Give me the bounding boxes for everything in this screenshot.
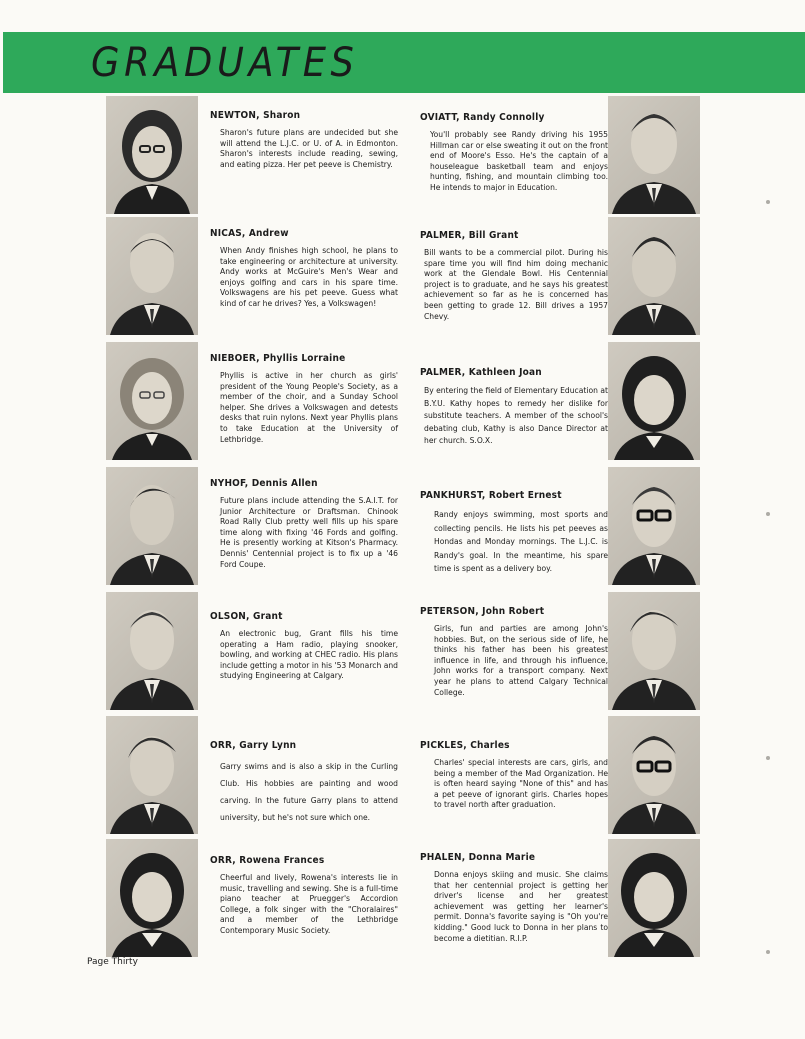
student-bio: Randy enjoys swimming, most sports and collecting pencils. He lists his pet peeves as Hondas and Monday mornings. The L.J.C. is Randy's goal. In the meantime, his spare time is spent as a delivery boy. bbox=[434, 510, 608, 573]
photo-olson-grant bbox=[106, 592, 198, 710]
photo-peterson-john bbox=[608, 592, 700, 710]
student-name: NICAS, Andrew bbox=[210, 228, 289, 239]
student-name: OVIATT, Randy Connolly bbox=[420, 112, 545, 123]
student-bio: You'll probably see Randy driving his 1955 Hillman car or else sweating it out on the front end of Moore's Esso. He's the captain of a houseleague basketball team and enjoys hunting, fishing, and mountain climbing too. He intends to major in Education. bbox=[430, 130, 608, 192]
student-bio: Donna enjoys skiing and music. She claims that her centennial project is getting her driver's license and her greatest achievement was getting her learner's permit. Donna's favorite saying is "Oh you're kidding." Good luck to Donna in her plans to become a dietitian. R.I.P. bbox=[434, 870, 608, 943]
student-name: PICKLES, Charles bbox=[420, 740, 510, 751]
student-bio: An electronic bug, Grant fills his time operating a Ham radio, playing snooker, bowling, and working at CHEC radio. His plans include getting a motor in his '53 Monarch and studying Engineering at Calgary. bbox=[220, 629, 398, 681]
student-name: NEWTON, Sharon bbox=[210, 110, 301, 121]
entry-olson-grant bbox=[210, 611, 398, 682]
student-name: OLSON, Grant bbox=[210, 611, 283, 622]
paper-speck bbox=[766, 756, 770, 760]
paper-speck bbox=[766, 512, 770, 516]
photo-oviatt-randy bbox=[608, 96, 700, 214]
photo-nyhof-dennis bbox=[106, 467, 198, 585]
entry-orr-rowena bbox=[210, 855, 398, 937]
student-bio: When Andy finishes high school, he plans to take engineering or architecture at university. Andy works at McGuire's Men's Wear and enjoys golfing and cars in his spare time. Volkswagens are his pet peeve. Guess what kind of car he drives? Yes, a Volkswagen! bbox=[220, 246, 398, 308]
entry-palmer-bill bbox=[420, 230, 608, 322]
photo-palmer-bill bbox=[608, 217, 700, 335]
student-bio: Sharon's future plans are undecided but she will attend the L.J.C. or U. of A. in Edmonton. Sharon's interests include reading, sewing, and eating pizza. Her pet peeve is Chemistry. bbox=[220, 128, 398, 169]
student-name: PHALEN, Donna Marie bbox=[420, 852, 536, 863]
student-bio: By entering the field of Elementary Education at B.Y.U. Kathy hopes to remedy her dislike for substitute teachers. A member of the school's debating club, Kathy is also Dance Director at her church. S.O.X. bbox=[424, 386, 608, 445]
entry-palmer-kathleen bbox=[420, 367, 608, 448]
header-banner bbox=[3, 32, 805, 93]
photo-pickles-charles bbox=[608, 716, 700, 834]
entry-nieboer-phyllis bbox=[210, 353, 398, 445]
student-bio: Charles' special interests are cars, girls, and being a member of the Mad Organization. He is often heard saying "None of this" and has a pet peeve of ignorant girls. Charles hopes to travel north after graduation. bbox=[434, 758, 608, 810]
photo-orr-rowena bbox=[106, 839, 198, 957]
page-title: GRADUATES bbox=[91, 40, 359, 86]
student-name: NIEBOER, Phyllis Lorraine bbox=[210, 353, 346, 364]
photo-pankhurst-robert bbox=[608, 467, 700, 585]
student-name: PETERSON, John Robert bbox=[420, 606, 545, 617]
student-bio: Phyllis is active in her church as girls' president of the Young People's Society, as a member of the choir, and a Sunday School helper. She drives a Volkswagen and detests desks that ruin nylons. Next year Phyllis plans to take Education at the University of Lethbridge. bbox=[220, 371, 398, 444]
student-bio: Bill wants to be a commercial pilot. During his spare time you will find him doing mechanic work at the Glendale Bowl. His Centennial project is to graduate, and he says his greatest achievement so far as he is concerned has been getting to grade 12. Bill drives a 1957 Chevy. bbox=[424, 248, 608, 321]
student-name: PALMER, Kathleen Joan bbox=[420, 367, 542, 378]
student-bio: Future plans include attending the S.A.I.T. for Junior Architecture or Draftsman. Chinook Road Rally Club pretty well fills up his spare time along with fixing '46 Fords and golfing. He is presently working at Kitson's Pharmacy. Dennis' Centennial project is to fix up a '46 Ford Coupe. bbox=[220, 496, 398, 569]
student-name: PALMER, Bill Grant bbox=[420, 230, 519, 241]
entry-pankhurst-robert bbox=[420, 490, 608, 576]
photo-phalen-donna bbox=[608, 839, 700, 957]
page-number: Page Thirty bbox=[87, 957, 138, 967]
entry-nicas-andrew bbox=[210, 228, 398, 310]
paper-speck bbox=[766, 200, 770, 204]
entry-phalen-donna bbox=[420, 852, 608, 944]
student-name: ORR, Rowena Frances bbox=[210, 855, 325, 866]
paper-speck bbox=[766, 950, 770, 954]
student-bio: Cheerful and lively, Rowena's interests lie in music, travelling and sewing. She is a full-time piano teacher at Pruegger's Accordion College, a folk singer with the "Choralaires" and a member of the Lethbridge Contemporary Music Society. bbox=[220, 873, 398, 935]
student-name: PANKHURST, Robert Ernest bbox=[420, 490, 562, 501]
entry-peterson-john bbox=[420, 606, 608, 698]
photo-palmer-kathleen bbox=[608, 342, 700, 460]
entry-orr-garry bbox=[210, 740, 398, 826]
student-bio: Garry swims and is also a skip in the Curling Club. His hobbies are painting and wood carving. In the future Garry plans to attend university, but he's not sure which one. bbox=[220, 762, 398, 822]
photo-orr-garry bbox=[106, 716, 198, 834]
student-bio: Girls, fun and parties are among John's hobbies. But, on the serious side of life, he thinks his father has been his greatest influence in life, and through his influence, John works for a transport company. Next year he plans to attend Calgary Technical College. bbox=[434, 624, 608, 697]
student-name: ORR, Garry Lynn bbox=[210, 740, 297, 751]
photo-newton-sharon bbox=[106, 96, 198, 214]
entry-oviatt-randy bbox=[420, 112, 608, 194]
entry-nyhof-dennis bbox=[210, 478, 398, 570]
entry-newton-sharon bbox=[210, 110, 398, 170]
photo-nicas-andrew bbox=[106, 217, 198, 335]
photo-nieboer-phyllis bbox=[106, 342, 198, 460]
entry-pickles-charles bbox=[420, 740, 608, 811]
student-name: NYHOF, Dennis Allen bbox=[210, 478, 318, 489]
